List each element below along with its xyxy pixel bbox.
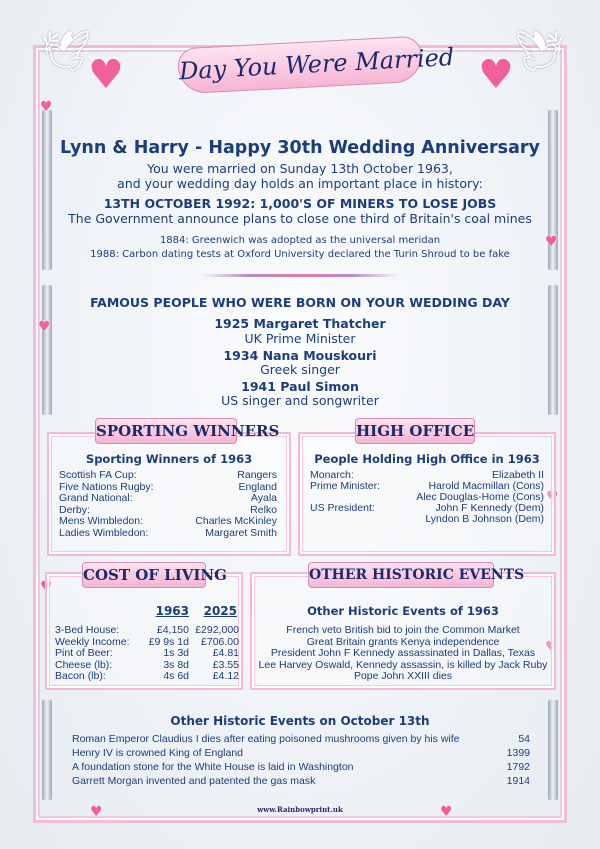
person-name: 1934 Nana Mouskouri xyxy=(223,348,377,363)
person-name: 1925 Margaret Thatcher xyxy=(214,316,386,331)
row-label: Bacon (lb): xyxy=(55,670,106,682)
october13-row xyxy=(72,776,530,787)
row-value: Ayala xyxy=(250,492,277,504)
heart-icon: ♥ xyxy=(40,579,53,595)
row-label: Weekly Income: xyxy=(55,635,130,648)
other-events-box xyxy=(250,572,556,690)
row-value: Lyndon B Johnson (Dem) xyxy=(425,513,544,525)
footer-url: www.Rainbowprint.uk xyxy=(257,805,343,814)
row-label: Monarch: xyxy=(310,469,354,481)
row-label: Roman Emperor Claudius I dies after eating poisoned mushrooms given by his wife xyxy=(72,733,460,745)
sporting-row xyxy=(59,482,277,493)
row-label: Scottish FA Cup: xyxy=(59,469,137,481)
person-role: US singer and songwriter xyxy=(221,393,379,408)
row-label: Garrett Morgan invented and patented the gas mask xyxy=(72,775,316,787)
heart-icon: ♥ xyxy=(440,804,453,820)
row-label: Grand National: xyxy=(59,492,133,504)
high-office-banner xyxy=(355,418,475,444)
cost-row xyxy=(55,648,239,659)
high-office-box xyxy=(298,432,556,556)
october13-row xyxy=(72,734,530,745)
row-label: Five Nations Rugby: xyxy=(59,480,154,493)
value-2025: £4.81 xyxy=(212,647,239,659)
row-value: England xyxy=(238,480,277,493)
sporting-banner xyxy=(95,418,280,444)
famous-heading: FAMOUS PEOPLE WHO WERE BORN ON YOUR WEDDING DAY xyxy=(90,295,510,310)
heart-icon: ♥ xyxy=(545,639,558,655)
row-label: Derby: xyxy=(59,503,90,516)
row-value: John F Kennedy (Dem) xyxy=(435,502,544,514)
heart-icon: ♥ xyxy=(38,319,51,335)
value-1963: £9 9s 1d xyxy=(148,635,189,648)
intro-line: and your wedding day holds an important place in history: xyxy=(117,176,483,191)
banner-title: Day You Were Married xyxy=(178,42,455,86)
row-value: Margaret Smith xyxy=(205,526,277,539)
row-value: Harold Macmillan (Cons) xyxy=(428,480,544,492)
person-name: 1941 Paul Simon xyxy=(241,379,359,394)
sporting-row xyxy=(59,493,277,504)
cost-row xyxy=(55,660,239,671)
cost-col-1963: 1963 xyxy=(155,604,189,618)
heart-icon: ♥ xyxy=(90,804,103,820)
event-item: Lee Harvey Oswald, Kennedy assassin, is killed by Jack Ruby xyxy=(258,658,548,671)
banner-text: HIGH OFFICE xyxy=(356,422,475,440)
sporting-row xyxy=(59,470,277,481)
divider xyxy=(200,274,400,277)
person-role: UK Prime Minister xyxy=(244,331,356,346)
main-title: Lynn & Harry - Happy 30th Wedding Anniversary xyxy=(60,138,540,158)
value-2025: £3.55 xyxy=(212,658,239,671)
dove-icon: 🕊 xyxy=(40,29,91,75)
row-label: 3-Bed House: xyxy=(55,624,120,636)
row-label: A foundation stone for the White House is laid in Washington xyxy=(72,761,354,773)
row-value: Relko xyxy=(250,503,277,516)
high-office-row xyxy=(310,514,544,525)
row-value: Charles McKinley xyxy=(195,515,277,527)
sporting-row xyxy=(59,516,277,527)
value-1963: £4,150 xyxy=(156,624,189,636)
october13-row xyxy=(72,748,530,759)
row-label: Ladies Wimbledon: xyxy=(59,526,149,539)
banner-text: OTHER HISTORIC EVENTS xyxy=(309,567,525,583)
event-item: Pope John XXIII dies xyxy=(353,670,453,682)
cost-row xyxy=(55,671,239,682)
row-label: Prime Minister: xyxy=(310,480,381,492)
heart-icon: ♥ xyxy=(478,52,514,98)
event-item: French veto British bid to join the Common Market xyxy=(286,624,520,636)
sporting-heading: Sporting Winners of 1963 xyxy=(85,452,253,466)
row-label: Pint of Beer: xyxy=(55,647,113,659)
row-value: Elizabeth II xyxy=(492,469,544,481)
row-value: Alec Douglas-Home (Cons) xyxy=(416,491,544,503)
high-office-heading: People Holding High Office in 1963 xyxy=(314,452,540,466)
event-item: President John F Kennedy assassinated in Dallas, Texas xyxy=(270,647,536,659)
person-role: Greek singer xyxy=(260,362,340,377)
headline: 13TH OCTOBER 1992: 1,000'S OF MINERS TO LOSE JOBS xyxy=(103,196,497,211)
row-value: 1914 xyxy=(506,775,530,787)
sporting-row xyxy=(59,528,277,539)
row-value: 1399 xyxy=(506,747,530,759)
row-label: Cheese (lb): xyxy=(55,658,113,671)
row-label: US President: xyxy=(310,502,375,514)
intro-line: You were married on Sunday 13th October 1963, xyxy=(147,161,453,176)
october13-row xyxy=(72,762,530,773)
heart-icon: ♥ xyxy=(546,489,559,505)
row-value: Rangers xyxy=(237,469,277,481)
sporting-row xyxy=(59,505,277,516)
cost-box xyxy=(45,572,243,690)
october13-heading: Other Historic Events on October 13th xyxy=(170,714,430,728)
heart-icon: ♥ xyxy=(88,52,124,98)
other-events-banner xyxy=(308,562,525,588)
value-1963: 4s 6d xyxy=(163,670,189,682)
banner-text: COST OF LIVING xyxy=(83,566,227,584)
banner-text: SPORTING WINNERS xyxy=(96,422,280,440)
event-item: Great Britain grants Kenya independence xyxy=(306,635,500,648)
fact-line: 1988: Carbon dating tests at Oxford University declared the Turin Shroud to be fake xyxy=(90,249,510,260)
sporting-box xyxy=(47,432,291,556)
fact-line: 1884: Greenwich was adopted as the universal meridan xyxy=(159,235,441,246)
other-events-heading: Other Historic Events of 1963 xyxy=(307,604,499,618)
heart-icon: ♥ xyxy=(545,234,558,250)
headline-detail: The Government announce plans to close one third of Britain's coal mines xyxy=(68,211,532,226)
row-label: Mens Wimbledon: xyxy=(59,515,144,527)
value-2025: £706.00 xyxy=(201,635,239,648)
dove-icon: 🕊 xyxy=(515,29,566,75)
value-2025: £4.12 xyxy=(212,670,239,682)
heart-icon: ♥ xyxy=(40,99,53,115)
cost-row xyxy=(55,625,239,636)
value-1963: 3s 8d xyxy=(163,658,189,671)
row-value: 54 xyxy=(518,733,530,745)
value-2025: £292,000 xyxy=(195,624,239,636)
row-label: Henry IV is crowned King of England xyxy=(72,747,244,759)
cost-row xyxy=(55,637,239,648)
cost-banner xyxy=(82,562,227,588)
cost-col-2025: 2025 xyxy=(203,604,237,618)
row-value: 1792 xyxy=(506,761,530,773)
value-1963: 1s 3d xyxy=(163,647,189,659)
